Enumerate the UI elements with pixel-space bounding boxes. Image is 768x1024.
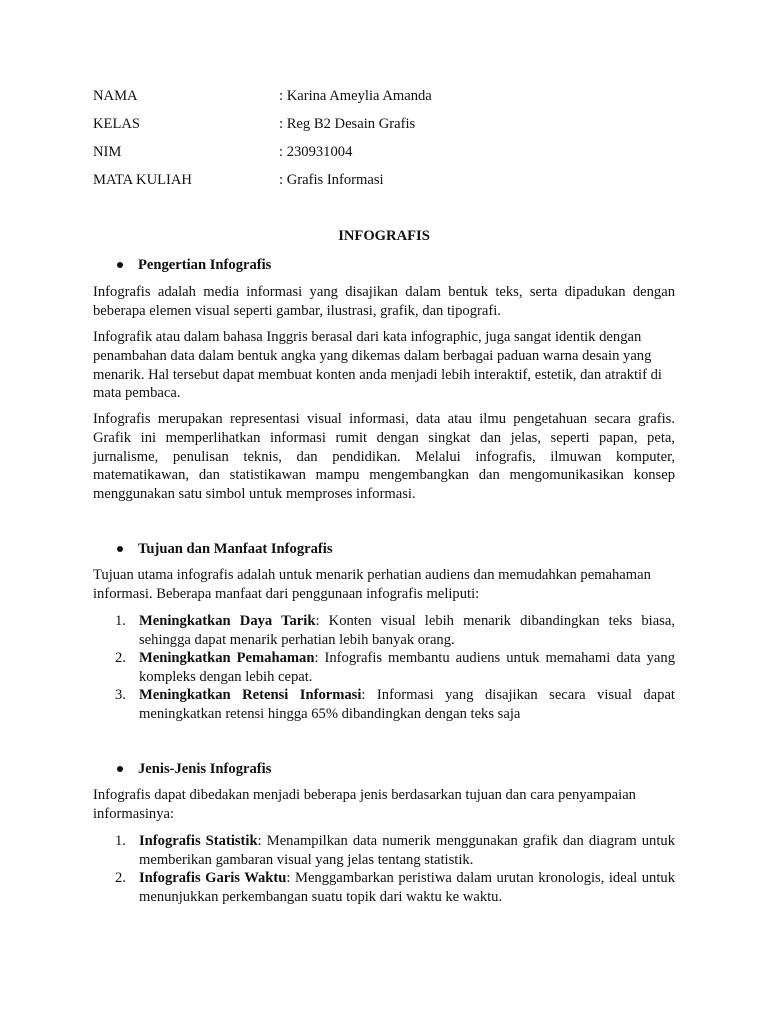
list-item-text: : Infografis membantu audiens untuk memahami data yang kompleks dengan lebih cepat. (139, 650, 675, 685)
list-item-term: Infografis Statistik (139, 833, 258, 849)
list-item-text: : Menggambarkan peristiwa dalam urutan kronologis, ideal untuk menunjukkan perkembangan suatu topik dari waktu ke waktu. (139, 870, 675, 905)
list-item-text: : Informasi yang disajikan secara visual dapat meningkatkan retensi hingga 65% dibandingkan dengan teks saja (139, 687, 675, 722)
paragraph: Tujuan utama infografis adalah untuk menarik perhatian audiens dan memudahkan pemahaman informasi. Beberapa manfaat dari penggunaan infografis meliputi: (93, 567, 651, 602)
list-item-body (139, 612, 675, 649)
identity-value: : 230931004 (279, 144, 353, 160)
identity-label: NIM (93, 144, 122, 160)
identity-value: : Karina Ameylia Amanda (279, 88, 432, 104)
section-heading-text: Pengertian Infografis (138, 257, 272, 273)
section-heading-text: Tujuan dan Manfaat Infografis (138, 541, 333, 557)
list-number: 3. (115, 687, 126, 703)
document-title: INFOGRAFIS (338, 228, 430, 244)
list-item-text: : Menampilkan data numerik menggunakan grafik dan diagram untuk memberikan gambaran visual yang jelas tentang statistik. (139, 833, 676, 868)
list-item-body (139, 869, 675, 906)
section-heading-jenis (117, 759, 271, 779)
list-number: 2. (115, 870, 126, 886)
identity-value: : Grafis Informasi (279, 172, 384, 188)
paragraph: Infografis merupakan representasi visual informasi, data atau ilmu pengetahuan secara grafis. Grafik ini memperlihatkan informasi rumit dengan singkat dan jelas, seperti papan, peta, jurnalisme, penulisan teknis, dan pendidikan. Melalui infografis, ilmuwan komputer, matematikawan, dan statistikawan mampu mengembangkan dan mengomunikasikan konsep menggunakan satu simbol untuk memproses informasi. (93, 411, 675, 503)
list-number: 2. (115, 650, 126, 666)
paragraph: Infografik atau dalam bahasa Inggris berasal dari kata infographic, juga sangat identik dengan penambahan data dalam bentuk angka yang dikemas dalam berbagai paduan warna desain yang menarik. Hal tersebut dapat membuat konten anda menjadi lebih interaktif, estetik, dan atraktif di mata pembaca. (93, 329, 662, 402)
paragraph: Infografis dapat dibedakan menjadi beberapa jenis berdasarkan tujuan dan cara penyampaian informasinya: (93, 787, 636, 822)
identity-label: NAMA (93, 88, 138, 104)
bullet-icon (117, 546, 123, 552)
bullet-icon (117, 262, 123, 268)
list-item-term: Meningkatkan Pemahaman (139, 650, 315, 666)
list-item-text: : Konten visual lebih menarik dibandingkan teks biasa, sehingga dapat menarik perhatian lebih banyak orang. (139, 613, 675, 648)
list-item-term: Meningkatkan Retensi Informasi (139, 687, 362, 703)
section-heading-text: Jenis-Jenis Infografis (138, 761, 272, 777)
list-number: 1. (115, 833, 126, 849)
bullet-icon (117, 766, 123, 772)
list-item-body (139, 832, 675, 869)
identity-value: : Reg B2 Desain Grafis (279, 116, 416, 132)
identity-label: MATA KULIAH (93, 172, 192, 188)
section-heading-tujuan (117, 539, 333, 559)
paragraph: Infografis adalah media informasi yang disajikan dalam bentuk teks, serta dipadukan dengan beberapa elemen visual seperti gambar, ilustrasi, grafik, dan tipografi. (93, 284, 675, 319)
list-number: 1. (115, 613, 126, 629)
list-item-body (139, 686, 675, 723)
list-item-body (139, 649, 675, 686)
list-item-term: Meningkatkan Daya Tarik (139, 613, 316, 629)
list-item-term: Infografis Garis Waktu (139, 870, 287, 886)
identity-label: KELAS (93, 116, 141, 132)
section-heading-pengertian (117, 255, 271, 275)
